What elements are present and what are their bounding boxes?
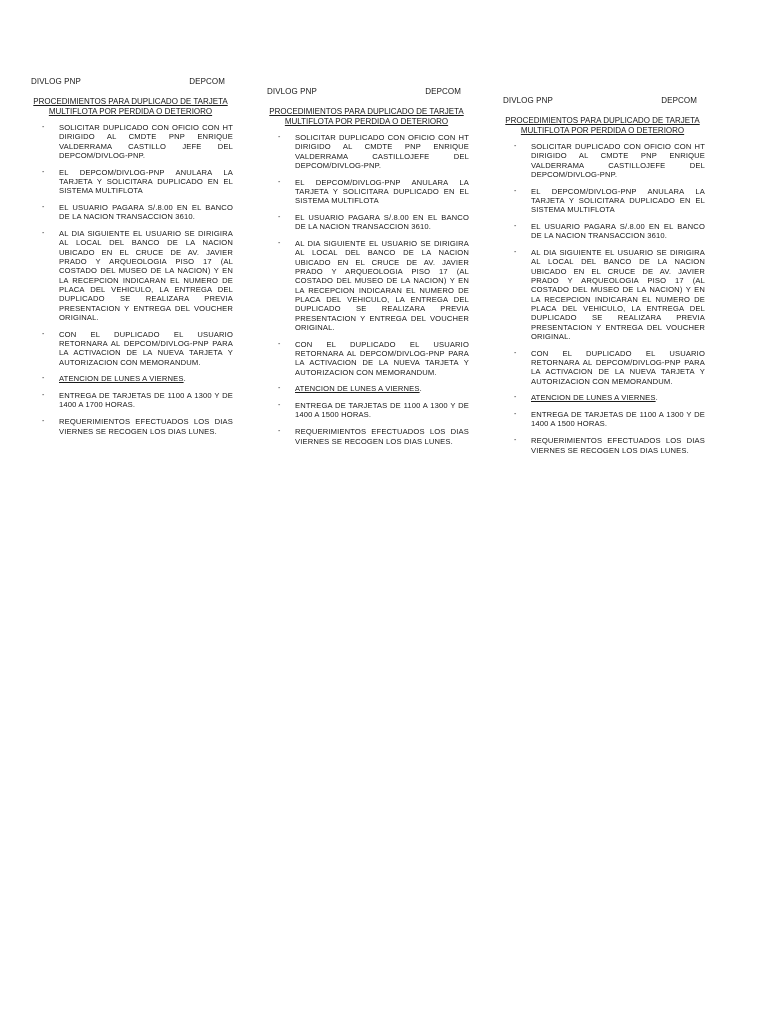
bullet: - [514,223,517,231]
list-item [500,349,705,386]
procedure-column-3 [500,96,705,462]
item-text: CON EL DUPLICADO EL USUARIO RETORNARA AL DEPCOM/DIVLOG-PNP PARA LA ACTIVACION DE LA NUEVA TARJETA Y AUTORIZACION CON MEMORANDUM. [295,339,469,377]
item-suffix: . [419,384,422,394]
bullet: - [514,187,517,195]
item-text: SOLICITAR DUPLICADO CON OFICIO CON HT DIRIGIDO AL CMDTE PNP ENRIQUE VALDERRAMA CASTILLOJEFE DEL DEPCOM/DIVLOG-PNP. [295,133,469,170]
bullet: - [514,437,517,445]
procedure-title [500,116,705,135]
bullet: - [42,230,45,238]
item-suffix: . [655,393,658,403]
bullet: - [42,204,45,212]
procedure-title [264,107,469,126]
item-text: EL USUARIO PAGARA S/.8.00 EN EL BANCO DE LA NACION TRANSACCION 3610. [59,203,233,222]
bullet: - [278,340,281,348]
item-text: CON EL DUPLICADO EL USUARIO RETORNARA AL DEPCOM/DIVLOG-PNP PARA LA ACTIVACION DE LA NUEVA TARJETA Y AUTORIZACION CON MEMORANDUM. [531,348,705,386]
list-item [28,168,233,196]
title-line-1: PROCEDIMIENTOS PARA DUPLICADO DE TARJETA [33,97,228,106]
list-item [500,436,705,455]
list-item [500,187,705,215]
column-header [264,87,469,97]
header-depcom: DEPCOM [661,96,697,105]
list-item [28,374,233,383]
bullet: - [514,411,517,419]
list-item [264,178,469,206]
list-item [28,330,233,367]
list-item [500,142,705,179]
title-line-2: MULTIFLOTA POR PERDIDA O DETERIORO [520,125,685,135]
bullet: - [42,375,45,383]
title-line-1: PROCEDIMIENTOS PARA DUPLICADO DE TARJETA [269,107,464,116]
list-item [264,133,469,170]
bullet: - [278,428,281,436]
item-text: EL DEPCOM/DIVLOG-PNP ANULARA LA TARJETA Y SOLICITARA DUPLICADO EN EL SISTEMA MULTIFLOTA [59,167,233,196]
bullet: - [42,392,45,400]
item-text: ATENCION DE LUNES A VIERNES [531,393,656,403]
item-suffix: . [183,374,186,384]
header-divlog: DIVLOG PNP [267,87,317,96]
procedure-list [28,123,233,436]
item-text: ENTREGA DE TARJETAS DE 1100 A 1300 Y DE 1400 A 1500 HORAS. [295,401,469,420]
list-item [264,213,469,232]
bullet: - [514,349,517,357]
bullet: - [42,124,45,131]
procedure-column-1 [28,77,233,443]
item-text: EL DEPCOM/DIVLOG-PNP ANULARA LA TARJETA Y SOLICITARA DUPLICADO EN EL SISTEMA MULTIFLOTA [295,177,469,206]
list-item [28,391,233,410]
bullet: - [514,249,517,257]
bullet: - [514,143,517,150]
bullet: - [278,178,281,186]
list-item [264,384,469,393]
bullet: - [278,385,281,393]
title-line-1: PROCEDIMIENTOS PARA DUPLICADO DE TARJETA [505,116,700,125]
list-item [28,229,233,322]
list-item [264,340,469,377]
title-line-2: MULTIFLOTA POR PERDIDA O DETERIORO [48,106,213,116]
list-item [28,123,233,160]
bullet: - [278,134,281,141]
bullet: - [278,214,281,222]
list-item [264,427,469,446]
item-text: REQUERIMIENTOS EFECTUADOS LOS DIAS VIERNES SE RECOGEN LOS DIAS LUNES. [531,436,705,455]
item-text: AL DIA SIGUIENTE EL USUARIO SE DIRIGIRA AL LOCAL DEL BANCO DE LA NACION UBICADO EN EL CRUCE DE AV. JAVIER PRADO Y ARQUEOLOGIA PISO 17 (AL COSTADO DEL MUSEO DE LA NACION) Y EN LA RECEPCION INDICARAN EL NUMERO DE PLACA DEL VEHICULO, LA ENTREGA DEL DUPLICADO SE REALIZARA PREVIA PRESENTACION Y ENTREGA DEL VOUCHER ORIGINAL. [295,239,469,332]
item-text: EL USUARIO PAGARA S/.8.00 EN EL BANCO DE LA NACION TRANSACCION 3610. [295,213,469,232]
item-text: AL DIA SIGUIENTE EL USUARIO SE DIRIGIRA AL LOCAL DEL BANCO DE LA NACION UBICADO EN EL CRUCE DE AV. JAVIER PRADO Y ARQUEOLOGIA PISO 17 (AL COSTADO DEL MUSEO DE LA NACION) Y EN LA RECEPCION INDICARAN EL NUMERO DE PLACA DEL VEHICULO, LA ENTREGA DEL DUPLICADO SE REALIZARA PREVIA PRESENTACION Y ENTREGA DEL VOUCHER ORIGINAL. [531,248,705,341]
column-header [500,96,705,106]
header-depcom: DEPCOM [425,87,461,96]
item-text: REQUERIMIENTOS EFECTUADOS LOS DIAS VIERNES SE RECOGEN LOS DIAS LUNES. [59,417,233,436]
bullet: - [42,418,45,426]
procedure-list [264,133,469,446]
list-item [264,239,469,332]
list-item [28,417,233,436]
procedure-column-2 [264,87,469,453]
item-text: CON EL DUPLICADO EL USUARIO RETORNARA AL DEPCOM/DIVLOG-PNP PARA LA ACTIVACION DE LA NUEVA TARJETA Y AUTORIZACION CON MEMORANDUM. [59,329,233,367]
list-item [500,222,705,241]
title-line-2: MULTIFLOTA POR PERDIDA O DETERIORO [284,116,449,126]
item-text: ATENCION DE LUNES A VIERNES [59,374,184,384]
header-divlog: DIVLOG PNP [503,96,553,105]
item-text: SOLICITAR DUPLICADO CON OFICIO CON HT DIRIGIDO AL CMDTE PNP ENRIQUE VALDERRAMA CASTILLOJEFE DEL DEPCOM/DIVLOG-PNP. [531,142,705,179]
bullet: - [278,402,281,410]
item-text: AL DIA SIGUIENTE EL USUARIO SE DIRIGIRA AL LOCAL DEL BANCO DE LA NACION UBICADO EN EL CRUCE DE AV. JAVIER PRADO Y ARQUEOLOGIA PISO 17 (AL COSTADO DEL MUSEO DE LA NACION) Y EN LA RECEPCION INDICARAN EL NUMERO DE PLACA DEL VEHICULO, LA ENTREGA DEL DUPLICADO SE REALIZARA PREVIA PRESENTACION Y ENTREGA DEL VOUCHER ORIGINAL. [59,229,233,322]
bullet: - [42,330,45,338]
bullet: - [42,168,45,176]
list-item [264,401,469,420]
item-text: ENTREGA DE TARJETAS DE 1100 A 1300 Y DE 1400 A 1700 HORAS. [59,391,233,410]
procedure-list [500,142,705,455]
header-depcom: DEPCOM [189,77,225,86]
item-text: EL DEPCOM/DIVLOG-PNP ANULARA LA TARJETA Y SOLICITARA DUPLICADO EN EL SISTEMA MULTIFLOTA [531,186,705,215]
bullet: - [278,240,281,248]
bullet: - [514,394,517,402]
item-text: SOLICITAR DUPLICADO CON OFICIO CON HT DIRIGIDO AL CMDTE PNP ENRIQUE VALDERRAMA CASTILLO JEFE DEL DEPCOM/DIVLOG-PNP. [59,123,233,160]
list-item [28,203,233,222]
header-divlog: DIVLOG PNP [31,77,81,86]
list-item [500,410,705,429]
column-header [28,77,233,87]
list-item [500,393,705,402]
item-text: REQUERIMIENTOS EFECTUADOS LOS DIAS VIERNES SE RECOGEN LOS DIAS LUNES. [295,427,469,446]
item-text: ATENCION DE LUNES A VIERNES [295,384,420,394]
list-item [500,248,705,341]
item-text: EL USUARIO PAGARA S/.8.00 EN EL BANCO DE LA NACION TRANSACCION 3610. [531,222,705,241]
item-text: ENTREGA DE TARJETAS DE 1100 A 1300 Y DE 1400 A 1500 HORAS. [531,410,705,429]
procedure-title [28,97,233,116]
